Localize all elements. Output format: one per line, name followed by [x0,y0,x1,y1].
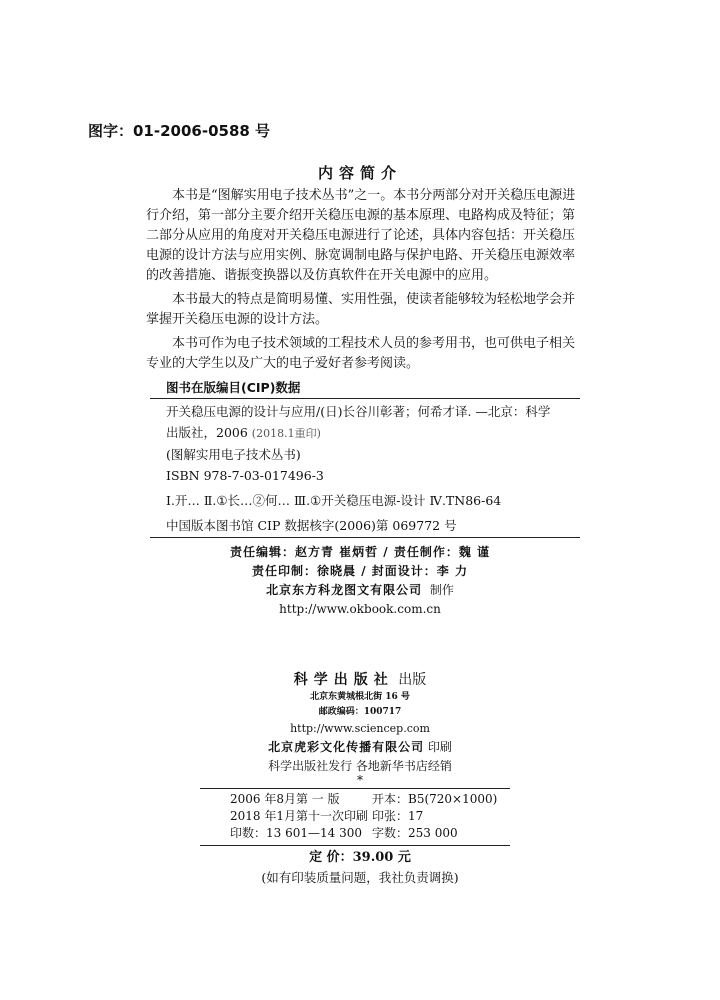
copyright-registration: 图字：01-2006-0588 号 [88,122,271,140]
publisher-url: http://www.sciencep.com [290,722,430,735]
cip-reprint: (2018.1重印) [251,427,321,440]
publisher-block [0,670,720,785]
specs-block [0,791,720,845]
cip-bottom-rule [150,537,580,538]
summary-paragraph: 本书最大的特点是简明易懂、实用性强，使读者能够较为轻松地学会并掌握开关稳压电源的设计方法。 [146,292,576,327]
publisher-postcode: 邮政编码：100717 [318,707,402,717]
summary-body [146,186,578,374]
summary-title: 内容简介 [317,164,402,182]
summary-paragraph: 本书可作为电子技术领域的工程技术人员的参考用书，也可供电子相关专业的大学生以及广大的电子爱好者参考阅读。 [146,336,576,371]
cip-title-line: 开关稳压电源的设计与应用/(日)长谷川彰著；何希才译. —北京：科学 [166,404,551,419]
cip-approval: 中国版本图书馆 CIP 数据核字(2006)第 069772 号 [166,518,457,533]
separator-star: * [357,773,363,787]
cip-isbn: ISBN 978-7-03-017496-3 [166,468,324,483]
spec-impression: 2018 年1月第十一次印刷 [230,809,368,823]
publisher-address: 北京东黄城根北街 16 号 [310,692,410,702]
quality-note: (如有印装质量问题，我社负责调换) [261,870,459,885]
credits-printing: 责任印制：徐晓晨 / 封面设计：李 力 [252,564,468,578]
producer-name: 北京东方科龙图文有限公司 [266,583,423,597]
printer-name: 北京虎彩文化传播有限公司 [268,740,425,754]
printer-role: 印刷 [427,740,452,754]
cip-classification: Ⅰ.开… Ⅱ.①长…②何… Ⅲ.①开关稳压电源-设计 Ⅳ.TN86-64 [166,493,502,508]
cip-top-rule [150,398,580,399]
spec-format: 开本：B5(720×1000) [372,792,498,806]
cip-publisher-line [166,422,568,444]
cip-heading: 图书在版编目(CIP)数据 [166,380,301,395]
credits-editors: 责任编辑：赵方青 崔炳哲 / 责任制作：魏 谨 [229,545,491,559]
publisher-name: 科学出版社 [293,672,394,688]
spec-sheets: 印张：17 [372,809,424,823]
producer-role: 制作 [429,583,454,597]
credits-block [0,543,720,619]
spec-row [0,808,720,825]
credits-producer [0,581,720,600]
spec-row [0,825,720,842]
price: 定 价：39.00 元 [309,850,411,865]
distribution-line: 科学出版社发行 各地新华书店经销 [268,759,452,773]
cip-block [166,401,568,536]
spec-copies: 印数：13 601—14 300 [230,826,362,840]
publisher-line [0,670,720,690]
cip-publisher-year: 出版社，2006 [166,425,248,440]
credits-url: http://www.okbook.com.cn [279,602,441,616]
spec-row [0,791,720,808]
summary-paragraph: 本书是“图解实用电子技术丛书”之一。本书分两部分对开关稳压电源进行介绍，第一部分主要介绍开关稳压电源的基本原理、电路构成及特征；第二部分从应用的角度对开关稳压电源进行了论述，具体内容包括：开关稳压电源的设计方法与应用实例、脉宽调制电路与保护电路、开关稳压电源效率的改善措施、谐振变换器以及仿真软件在开关电源中的应用。 [146,188,576,283]
cip-series: (图解实用电子技术丛书) [166,447,301,462]
printer-line [0,738,720,757]
spec-words: 字数：253 000 [372,826,458,840]
publisher-role: 出版 [398,672,427,688]
spec-edition: 2006 年8月第 一 版 [230,792,340,806]
specs-top-rule [200,788,510,789]
specs-bottom-rule [200,845,510,846]
